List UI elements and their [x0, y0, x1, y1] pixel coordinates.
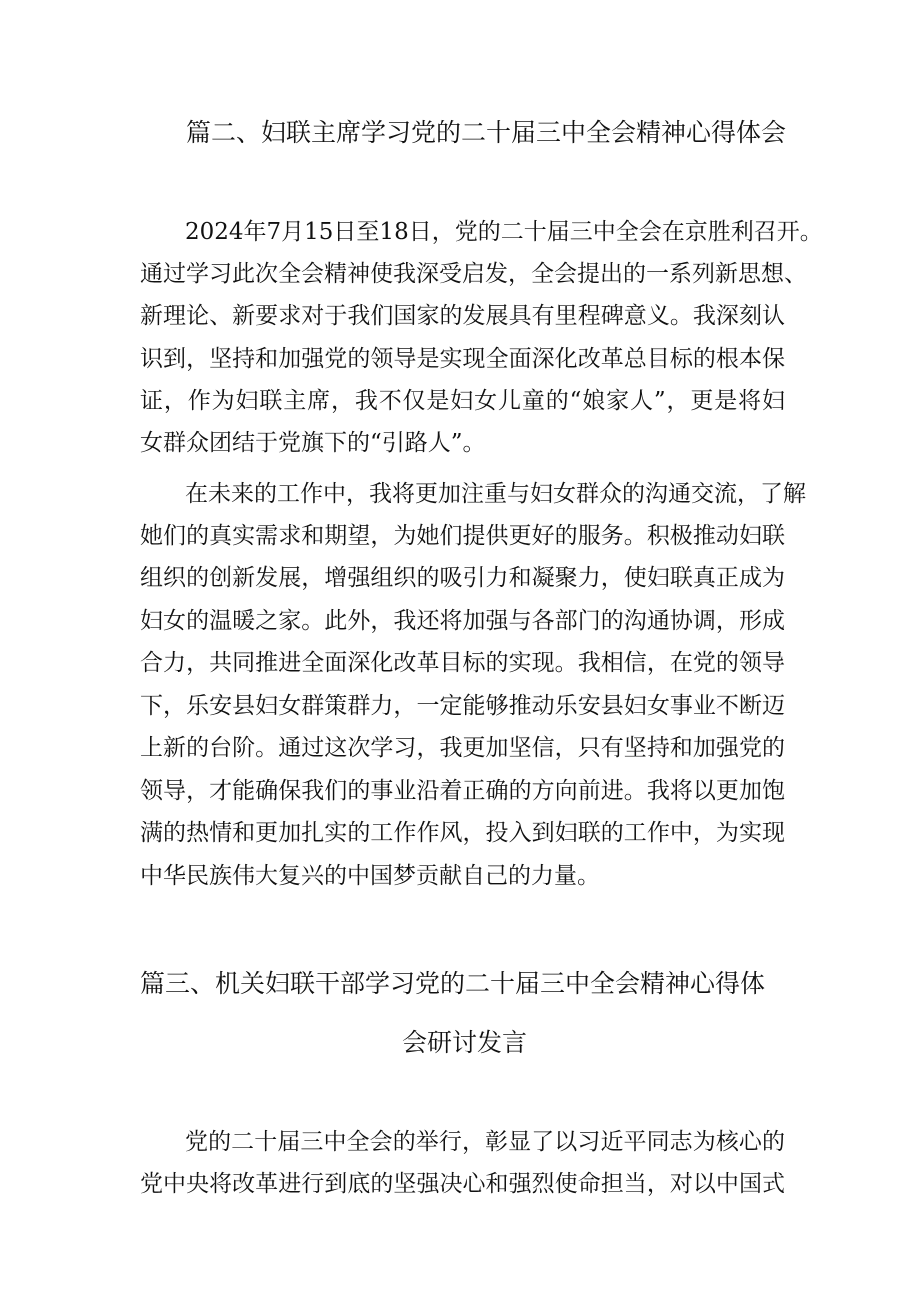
- paragraph-line: 新理论、新要求对于我们国家的发展具有里程碑意义。我深刻认: [140, 303, 785, 329]
- paragraph-line: 上新的台阶。通过这次学习，我更加坚信，只有坚持和加强党的: [140, 735, 785, 761]
- paragraph-line: 在未来的工作中，我将更加注重与妇女群众的沟通交流，了解: [185, 481, 806, 507]
- paragraph-line: 女群众团结于党旗下的“引路人”。: [140, 430, 486, 456]
- paragraph-line: 识到，坚持和加强党的领导是实现全面深化改革总目标的根本保: [140, 346, 785, 372]
- section-2-title: 篇二、妇联主席学习党的二十届三中全会精神心得体会: [186, 118, 787, 147]
- paragraph-line: 她们的真实需求和期望，为她们提供更好的服务。积极推动妇联: [140, 523, 785, 549]
- paragraph-line: 党的二十届三中全会的举行，彰显了以习近平同志为核心的: [185, 1129, 785, 1155]
- paragraph-line: 下，乐安县妇女群策群力，一定能够推动乐安县妇女事业不断迈: [140, 693, 785, 719]
- paragraph-line: 领导，才能确保我们的事业沿着正确的方向前进。我将以更加饱: [140, 778, 785, 804]
- paragraph-line: 2024年7月15日至18日，党的二十届三中全会在京胜利召开。: [185, 219, 823, 245]
- paragraph-line: 党中央将改革进行到底的坚强决心和强烈使命担当，对以中国式: [140, 1171, 785, 1197]
- paragraph-line: 组织的创新发展，增强组织的吸引力和凝聚力，使妇联真正成为: [140, 565, 785, 591]
- paragraph-line: 证，作为妇联主席，我不仅是妇女儿童的“娘家人”，更是将妇: [140, 388, 785, 414]
- paragraph-line: 妇女的温暖之家。此外，我还将加强与各部门的沟通协调，形成: [140, 608, 785, 634]
- paragraph-line: 合力，共同推进全面深化改革目标的实现。我相信，在党的领导: [140, 650, 785, 676]
- paragraph-line: 中华民族伟大复兴的中国梦贡献自己的力量。: [140, 863, 600, 889]
- section-3-title: 篇三、机关妇联干部学习党的二十届三中全会精神心得体: [140, 969, 766, 998]
- paragraph-line: 满的热情和更加扎实的工作作风，投入到妇联的工作中，为实现: [140, 820, 785, 846]
- paragraph-line: 通过学习此次全会精神使我深受启发，全会提出的一系列新思想、: [140, 261, 807, 287]
- section-3-title-continuation: 会研讨发言: [402, 1028, 528, 1057]
